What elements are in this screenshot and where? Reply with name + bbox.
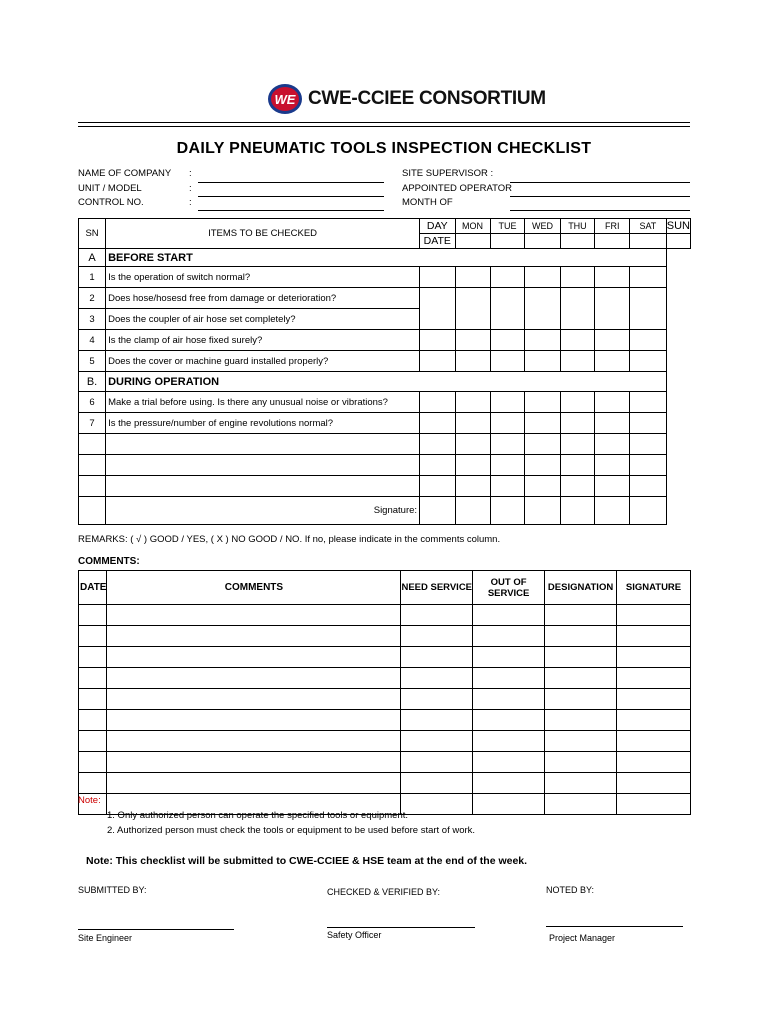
comment-cell[interactable] xyxy=(617,689,691,710)
items-header: ITEMS TO BE CHECKED xyxy=(106,219,420,249)
comment-cell[interactable] xyxy=(107,773,401,794)
brand-name: CWE-CCIEE CONSORTIUM xyxy=(308,88,546,109)
comment-row xyxy=(79,647,691,668)
final-note: Note: This checklist will be submitted to CWE-CCIEE & HSE team at the end of the week. xyxy=(86,855,528,867)
check-cell[interactable] xyxy=(420,434,455,455)
appointed-operator-label: APPOINTED OPERATOR xyxy=(402,183,512,194)
check-cell[interactable] xyxy=(560,434,595,455)
item-sn: 4 xyxy=(79,330,106,351)
comment-row xyxy=(79,605,691,626)
check-cell[interactable] xyxy=(420,330,455,351)
comment-row xyxy=(79,773,691,794)
comment-cell[interactable] xyxy=(79,731,107,752)
section-b-title: DURING OPERATION xyxy=(106,372,667,392)
day-sat: SAT xyxy=(630,219,667,234)
comment-cell[interactable] xyxy=(79,752,107,773)
header-rule-top xyxy=(78,122,690,123)
signature-cell[interactable] xyxy=(630,497,667,525)
check-cell[interactable] xyxy=(525,267,560,288)
signature-row xyxy=(79,497,691,525)
blank-row xyxy=(79,476,691,497)
comment-cell[interactable] xyxy=(545,710,617,731)
check-cell[interactable] xyxy=(455,351,490,372)
comment-cell[interactable] xyxy=(545,752,617,773)
check-cell[interactable] xyxy=(525,476,560,497)
comment-cell[interactable] xyxy=(473,605,545,626)
check-cell[interactable] xyxy=(595,455,630,476)
date-wed[interactable] xyxy=(525,234,560,249)
comment-cell[interactable] xyxy=(617,794,691,815)
comments-date-header: DATE xyxy=(79,571,107,605)
check-cell[interactable] xyxy=(595,288,630,330)
check-cell[interactable] xyxy=(490,455,525,476)
signature-cell[interactable] xyxy=(560,497,595,525)
blank-cell[interactable] xyxy=(106,476,420,497)
control-no-label: CONTROL NO. xyxy=(78,197,144,208)
day-sun: SUN xyxy=(666,220,690,232)
comment-cell[interactable] xyxy=(617,731,691,752)
comment-cell[interactable] xyxy=(617,647,691,668)
comment-cell[interactable] xyxy=(401,773,473,794)
unit-model-sep: : xyxy=(189,183,192,194)
check-cell[interactable] xyxy=(420,288,455,330)
check-cell[interactable] xyxy=(490,413,525,434)
comment-cell[interactable] xyxy=(79,647,107,668)
check-cell[interactable] xyxy=(420,392,455,413)
header-rule-bottom xyxy=(78,126,690,127)
check-cell[interactable] xyxy=(630,288,667,330)
signature-cell[interactable] xyxy=(490,497,525,525)
check-cell[interactable] xyxy=(490,267,525,288)
submitted-by-label: SUBMITTED BY: xyxy=(78,885,147,895)
section-b-row xyxy=(79,372,691,392)
brand-logo xyxy=(268,84,546,114)
table-row xyxy=(79,267,691,288)
check-cell[interactable] xyxy=(455,267,490,288)
comment-cell[interactable] xyxy=(79,626,107,647)
check-cell[interactable] xyxy=(630,392,667,413)
submitted-by-line[interactable] xyxy=(78,929,234,930)
check-cell[interactable] xyxy=(525,434,560,455)
check-cell[interactable] xyxy=(595,476,630,497)
noted-by-label: NOTED BY: xyxy=(546,885,595,895)
comments-signature-header: SIGNATURE xyxy=(617,571,691,605)
signature-cell[interactable] xyxy=(595,497,630,525)
check-cell[interactable] xyxy=(560,476,595,497)
comment-cell[interactable] xyxy=(473,647,545,668)
signature-label: Signature: xyxy=(106,497,420,525)
check-cell[interactable] xyxy=(420,267,455,288)
comments-table xyxy=(78,570,691,815)
comment-cell[interactable] xyxy=(617,605,691,626)
blank-cell[interactable] xyxy=(79,434,106,455)
comment-cell[interactable] xyxy=(617,668,691,689)
check-cell[interactable] xyxy=(560,288,595,330)
check-cell[interactable] xyxy=(525,288,560,330)
table-row xyxy=(79,351,691,372)
comment-cell[interactable] xyxy=(79,689,107,710)
unit-model-field[interactable] xyxy=(198,196,384,197)
comment-cell[interactable] xyxy=(401,626,473,647)
comment-cell[interactable] xyxy=(401,794,473,815)
comment-row xyxy=(79,626,691,647)
signature-cell[interactable] xyxy=(525,497,560,525)
check-cell[interactable] xyxy=(560,392,595,413)
blank-cell[interactable] xyxy=(79,455,106,476)
check-cell[interactable] xyxy=(455,330,490,351)
comment-cell[interactable] xyxy=(617,626,691,647)
blank-row xyxy=(79,434,691,455)
check-cell[interactable] xyxy=(595,351,630,372)
item-text: Make a trial before using. Is there any unusual noise or vibrations? xyxy=(106,392,420,413)
blank-cell xyxy=(79,497,106,525)
blank-cell[interactable] xyxy=(79,476,106,497)
check-cell[interactable] xyxy=(560,330,595,351)
comment-cell[interactable] xyxy=(473,689,545,710)
comment-cell[interactable] xyxy=(401,710,473,731)
check-cell[interactable] xyxy=(420,413,455,434)
comment-row xyxy=(79,668,691,689)
control-no-sep: : xyxy=(189,197,192,208)
comments-need-service-header: NEED SERVICE xyxy=(401,571,473,605)
item-sn: 5 xyxy=(79,351,106,372)
check-cell[interactable] xyxy=(560,351,595,372)
blank-row xyxy=(79,455,691,476)
month-of-field[interactable] xyxy=(510,210,690,211)
day-thu: THU xyxy=(560,219,595,234)
check-cell[interactable] xyxy=(630,476,667,497)
noted-by-line[interactable] xyxy=(546,926,683,927)
section-a-code: A xyxy=(79,249,106,267)
day-fri: FRI xyxy=(595,219,630,234)
logo-mark: WE xyxy=(274,91,296,107)
check-cell[interactable] xyxy=(490,434,525,455)
company-label: NAME OF COMPANY xyxy=(78,168,172,179)
check-cell[interactable] xyxy=(455,413,490,434)
check-cell[interactable] xyxy=(595,267,630,288)
check-cell[interactable] xyxy=(595,413,630,434)
site-supervisor-field[interactable] xyxy=(510,182,690,183)
check-cell[interactable] xyxy=(560,455,595,476)
check-cell[interactable] xyxy=(420,476,455,497)
comment-cell[interactable] xyxy=(473,752,545,773)
check-cell[interactable] xyxy=(420,455,455,476)
item-sn: 6 xyxy=(79,392,106,413)
comment-cell[interactable] xyxy=(401,647,473,668)
checked-by-line[interactable] xyxy=(327,927,475,928)
date-fri[interactable] xyxy=(595,234,630,249)
logo-icon xyxy=(268,84,302,114)
day-mon: MON xyxy=(455,219,490,234)
blank-cell[interactable] xyxy=(106,434,420,455)
comment-cell[interactable] xyxy=(79,668,107,689)
checked-by-label: CHECKED & VERIFIED BY: xyxy=(327,887,441,897)
comment-cell[interactable] xyxy=(473,773,545,794)
comment-cell[interactable] xyxy=(617,773,691,794)
comment-cell[interactable] xyxy=(545,731,617,752)
comments-header-row xyxy=(79,571,691,605)
check-cell[interactable] xyxy=(560,267,595,288)
check-cell[interactable] xyxy=(455,288,490,330)
check-cell[interactable] xyxy=(630,330,667,351)
check-cell[interactable] xyxy=(490,392,525,413)
comment-cell[interactable] xyxy=(545,626,617,647)
item-sn: 2 xyxy=(79,288,106,309)
comments-out-of-service-header: OUT OF SERVICE xyxy=(473,571,545,605)
comment-cell[interactable] xyxy=(617,752,691,773)
submitted-by-role: Site Engineer xyxy=(78,933,133,943)
comments-heading: COMMENTS: xyxy=(78,556,140,567)
day-tue: TUE xyxy=(490,219,525,234)
check-cell[interactable] xyxy=(595,330,630,351)
comment-row xyxy=(79,752,691,773)
section-b-code: B. xyxy=(79,372,106,392)
comment-cell[interactable] xyxy=(107,626,401,647)
check-cell[interactable] xyxy=(455,392,490,413)
comment-cell[interactable] xyxy=(545,794,617,815)
comment-cell[interactable] xyxy=(401,752,473,773)
day-label: DAY xyxy=(420,219,455,234)
check-cell[interactable] xyxy=(525,351,560,372)
table-row xyxy=(79,413,691,434)
check-cell[interactable] xyxy=(455,476,490,497)
comment-cell[interactable] xyxy=(107,689,401,710)
item-text: Does the coupler of air hose set completely? xyxy=(106,309,420,330)
unit-model-label: UNIT / MODEL xyxy=(78,183,142,194)
comment-cell[interactable] xyxy=(473,668,545,689)
comment-cell[interactable] xyxy=(545,773,617,794)
comment-cell[interactable] xyxy=(107,710,401,731)
check-cell[interactable] xyxy=(525,455,560,476)
comment-cell[interactable] xyxy=(79,773,107,794)
noted-by-role: Project Manager xyxy=(549,933,616,943)
item-text: Is the pressure/number of engine revolutions normal? xyxy=(106,413,420,434)
comment-cell[interactable] xyxy=(107,752,401,773)
table-row xyxy=(79,392,691,413)
check-cell[interactable] xyxy=(490,288,525,330)
check-cell[interactable] xyxy=(630,413,667,434)
check-cell[interactable] xyxy=(490,476,525,497)
check-cell[interactable] xyxy=(455,455,490,476)
check-cell[interactable] xyxy=(420,351,455,372)
comment-row xyxy=(79,710,691,731)
date-sun[interactable] xyxy=(666,234,690,249)
date-tue[interactable] xyxy=(490,234,525,249)
day-wed: WED xyxy=(525,219,560,234)
company-sep: : xyxy=(189,168,192,179)
item-sn: 1 xyxy=(79,267,106,288)
check-cell[interactable] xyxy=(595,434,630,455)
check-cell[interactable] xyxy=(560,413,595,434)
comment-cell[interactable] xyxy=(473,731,545,752)
date-sat[interactable] xyxy=(630,234,667,249)
item-text: Is the operation of switch normal? xyxy=(106,267,420,288)
comment-cell[interactable] xyxy=(401,689,473,710)
signature-cell[interactable] xyxy=(455,497,490,525)
check-cell[interactable] xyxy=(630,434,667,455)
date-label: DATE xyxy=(420,234,455,249)
control-no-field[interactable] xyxy=(198,210,384,211)
comments-designation-header: DESIGNATION xyxy=(545,571,617,605)
comment-cell[interactable] xyxy=(401,605,473,626)
check-cell[interactable] xyxy=(490,351,525,372)
comment-cell[interactable] xyxy=(545,689,617,710)
comment-cell[interactable] xyxy=(545,647,617,668)
comment-cell[interactable] xyxy=(401,731,473,752)
comment-cell[interactable] xyxy=(545,668,617,689)
item-text: Is the clamp of air hose fixed surely? xyxy=(106,330,420,351)
comment-row xyxy=(79,689,691,710)
check-cell[interactable] xyxy=(630,267,667,288)
signature-cell[interactable] xyxy=(420,497,455,525)
check-cell[interactable] xyxy=(525,392,560,413)
comment-cell[interactable] xyxy=(107,731,401,752)
comment-cell[interactable] xyxy=(79,710,107,731)
check-cell[interactable] xyxy=(525,330,560,351)
table-row xyxy=(79,330,691,351)
remarks-text: REMARKS: ( √ ) GOOD / YES, ( X ) NO GOOD / NO. If no, please indicate in the comments column. xyxy=(78,534,501,545)
comment-cell[interactable] xyxy=(473,794,545,815)
comment-cell[interactable] xyxy=(473,710,545,731)
note-item-2: 2. Authorized person must check the tools or equipment to be used before start of work. xyxy=(107,825,476,836)
item-text: Does hose/hosesd free from damage or deterioration? xyxy=(106,288,420,309)
header-row-day xyxy=(79,219,691,234)
section-a-row xyxy=(79,249,691,267)
page-title: DAILY PNEUMATIC TOOLS INSPECTION CHECKLIST xyxy=(176,140,592,157)
comment-cell[interactable] xyxy=(545,605,617,626)
comment-cell[interactable] xyxy=(473,626,545,647)
check-cell[interactable] xyxy=(630,351,667,372)
sn-header: SN xyxy=(79,219,106,249)
appointed-operator-field[interactable] xyxy=(510,196,690,197)
item-sn: 7 xyxy=(79,413,106,434)
check-cell[interactable] xyxy=(595,392,630,413)
section-a-title: BEFORE START xyxy=(106,249,667,267)
check-cell[interactable] xyxy=(525,413,560,434)
comment-row xyxy=(79,731,691,752)
check-cell[interactable] xyxy=(630,455,667,476)
comment-cell[interactable] xyxy=(107,605,401,626)
comment-cell[interactable] xyxy=(401,668,473,689)
date-thu[interactable] xyxy=(560,234,595,249)
inspection-table xyxy=(78,218,691,525)
site-supervisor-label: SITE SUPERVISOR : xyxy=(402,168,494,179)
month-of-label: MONTH OF xyxy=(402,197,453,208)
check-cell[interactable] xyxy=(490,330,525,351)
comment-cell[interactable] xyxy=(107,668,401,689)
item-sn: 3 xyxy=(79,309,106,330)
comment-cell[interactable] xyxy=(617,710,691,731)
table-row xyxy=(79,288,691,309)
company-field[interactable] xyxy=(198,182,384,183)
comment-cell[interactable] xyxy=(79,605,107,626)
comment-cell[interactable] xyxy=(107,647,401,668)
note-label: Note: xyxy=(78,795,101,806)
check-cell[interactable] xyxy=(455,434,490,455)
note-item-1: 1. Only authorized person can operate the specified tools or equipment. xyxy=(107,810,409,821)
blank-cell[interactable] xyxy=(106,455,420,476)
item-text: Does the cover or machine guard installed properly? xyxy=(106,351,420,372)
comments-comments-header: COMMENTS xyxy=(107,571,401,605)
date-mon[interactable] xyxy=(455,234,490,249)
checked-by-role: Safety Officer xyxy=(327,930,382,940)
